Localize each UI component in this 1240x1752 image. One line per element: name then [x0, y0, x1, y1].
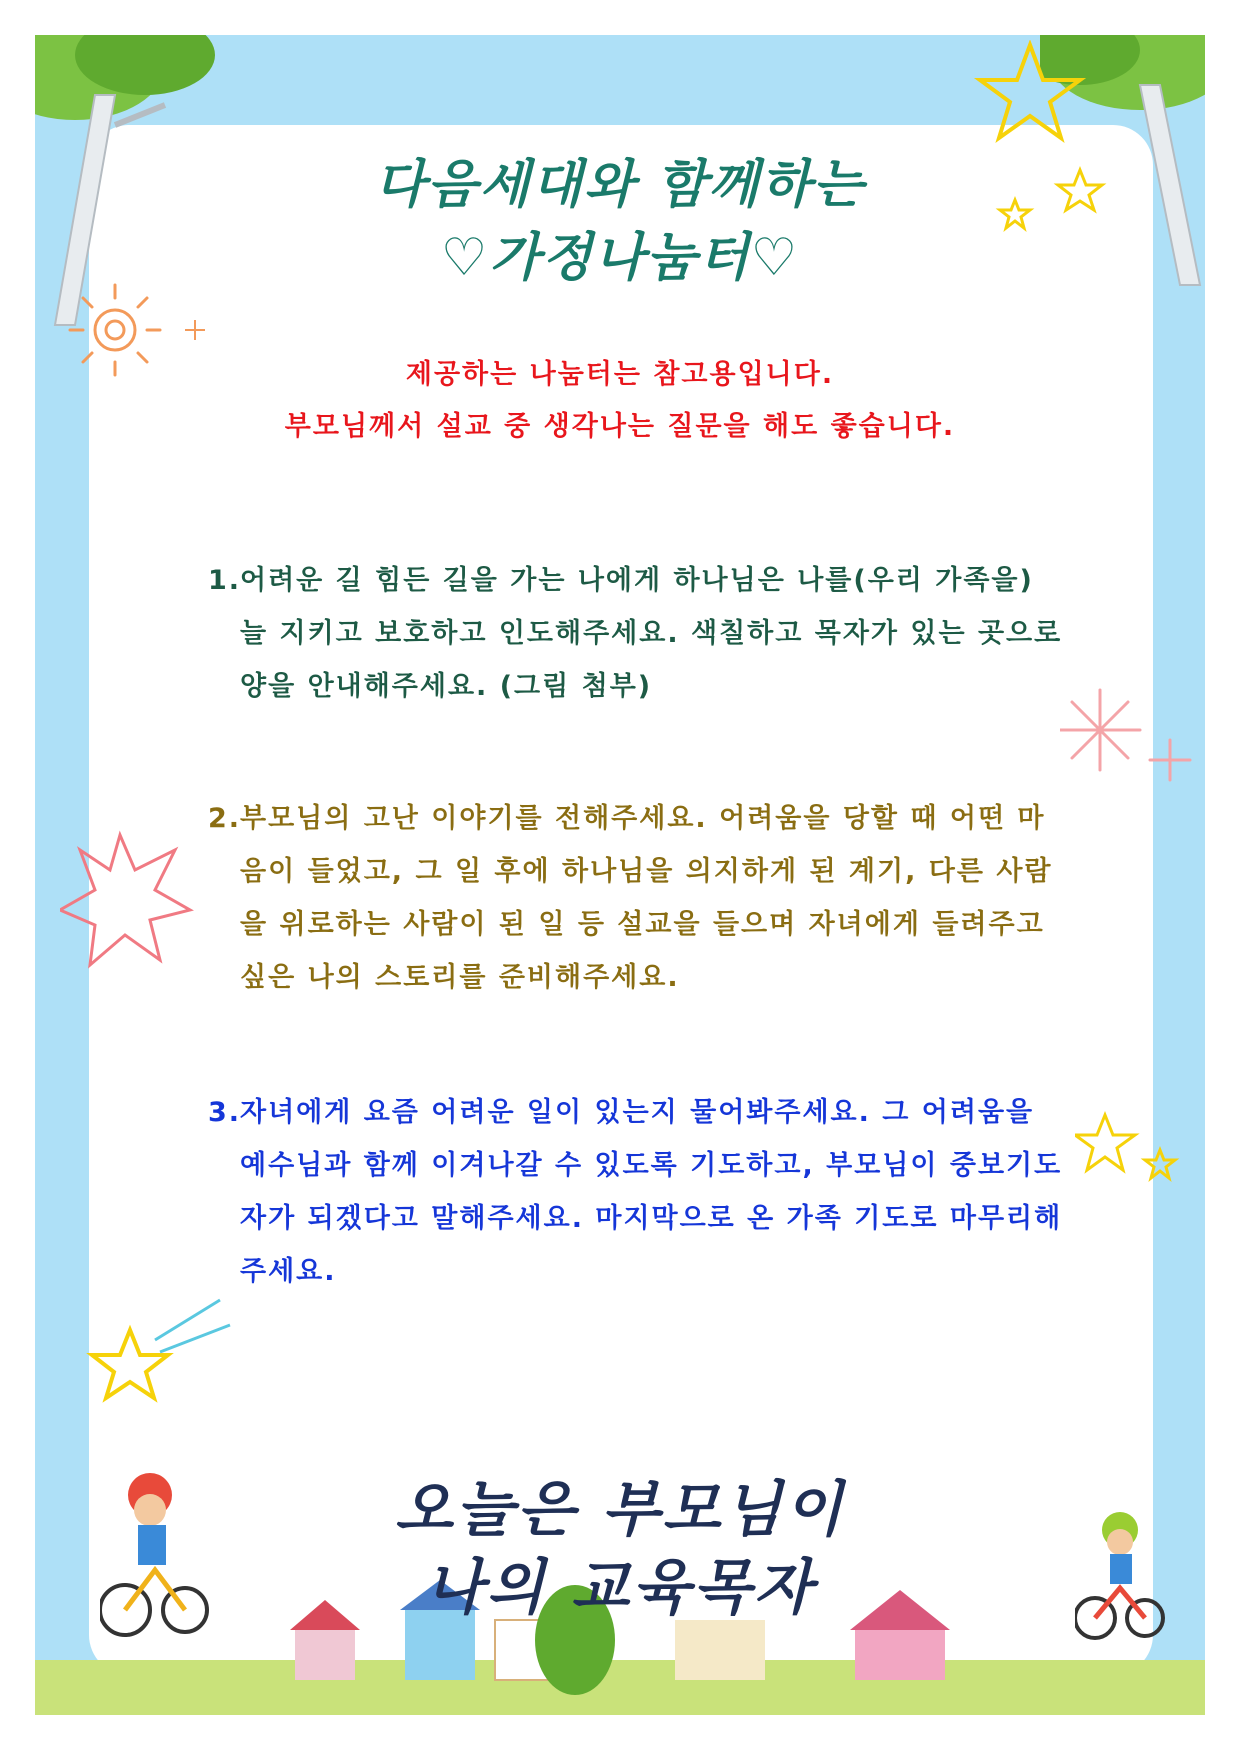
question-item	[208, 792, 1068, 1004]
star-icon	[60, 830, 200, 990]
question-item	[208, 1086, 1068, 1298]
question-number: 1.	[208, 565, 242, 596]
footer-line: 오늘은 부모님이	[394, 1475, 846, 1545]
notice-line: 제공하는 나눔터는 참고용입니다.	[405, 359, 835, 390]
sparkle-icon	[1060, 680, 1200, 820]
question-number: 2.	[208, 803, 242, 834]
question-number: 3.	[208, 1097, 242, 1128]
question-text: 어려운 길 힘든 길을 가는 나에게 하나님은 나를(우리 가족을) 늘 지키고 보호하고 인도해주세요. 색칠하고 목자가 있는 곳으로 양을 안내해주세요. (그림 첨부)	[240, 565, 1063, 702]
star-icon	[1075, 1110, 1185, 1210]
question-item	[208, 554, 1068, 713]
footer-line: 나의 교육목자	[425, 1553, 815, 1623]
star-icon	[80, 1290, 240, 1440]
page-subtitle: ♡가정나눔터♡	[440, 228, 800, 288]
page-title: 다음세대와 함께하는	[374, 155, 866, 215]
question-text: 부모님의 고난 이야기를 전해주세요. 어려움을 당할 때 어떤 마음이 들었고, 그 일 후에 하나님을 의지하게 된 계기, 다른 사람을 위로하는 사람이 된 일 등 설교을 들으며 자녀에게 들려주고 싶은 나의 스토리를 준비해주세요.	[240, 803, 1053, 993]
notice-line: 부모님께서 설교 중 생각나는 질문을 해도 좋습니다.	[284, 411, 956, 442]
question-text: 자녀에게 요즘 어려운 일이 있는지 물어봐주세요. 그 어려움을 예수님과 함께 이겨나갈 수 있도록 기도하고, 부모님이 중보기도자가 되겠다고 말해주세요. 마지막으로 온 가족 기도로 마무리해주세요.	[240, 1097, 1063, 1287]
